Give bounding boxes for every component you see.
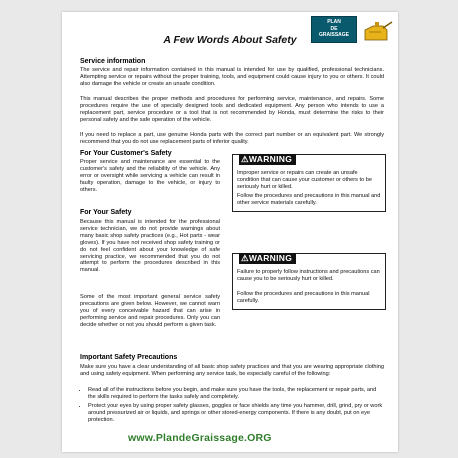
precautions-intro: Make sure you have a clear understanding of all basic shop safety practices and that you are wearing appropriate clothing and using safety equipment. When performing any service task, be especially careful of the following: [80, 364, 384, 377]
logo-line-1: PLAN [327, 19, 341, 25]
logo-line-3: GRAISSAGE [318, 32, 349, 38]
service-info-heading: Service information [80, 58, 146, 65]
your-safety-heading: For Your Safety [80, 209, 132, 216]
warning-label-text: WARNING [248, 253, 293, 263]
warning-text-1: Failure to properly follow instructions and precautions can cause you to be seriously hurt or killed. [237, 269, 380, 282]
watermark-text: www.PlandeGraissage.ORG [128, 432, 272, 444]
warning-text-1: Improper service or repairs can create an unsafe condition that can cause your customer or others to be seriously hurt or killed. [237, 170, 372, 190]
logo-line-2: DE [330, 25, 338, 32]
list-item: • Read all of the instructions before you begin, and make sure you have the tools, the replacement or repair parts, and the skills required to perform the tasks safely and completely. [88, 387, 384, 401]
warning-label [239, 154, 296, 165]
your-safety-paragraph-2: Some of the most important general service safety precautions are given below. However, we cannot warn you of every conceivable hazard that can arise in performing service and repair procedures. Only you can decide whether or not you should perform a given task. [80, 294, 220, 328]
warning-label-text: WARNING [248, 154, 293, 164]
page-title: A Few Words About Safety [163, 34, 297, 46]
precautions-list [80, 387, 384, 426]
warning-label [239, 253, 296, 264]
service-info-paragraph-3: If you need to replace a part, use genuine Honda parts with the correct part number or an equivalent part. We strongly recommend that you do not use replacement parts of inferior quality. [80, 132, 384, 145]
warning-box-technician [232, 253, 386, 310]
your-safety-paragraph-1: Because this manual is intended for the professional service technician, we do not provide warnings about many basic shop safety practices (e.g., Hot parts - wear gloves). If you have not received shop safety training or do not feel confident about your knowledge of safe servicing practice, we recommended that you do not attempt to perform the procedures described in this manual. [80, 219, 220, 274]
precautions-heading: Important Safety Precautions [80, 354, 178, 361]
warning-triangle-icon: ⚠ [241, 253, 249, 263]
warning-text-2: Follow the procedures and precautions in this manual and other service materials carefully. [237, 193, 381, 206]
customer-safety-heading: For Your Customer's Safety [80, 150, 172, 157]
service-info-paragraph-2: This manual describes the proper methods and procedures for performing service, maintenance, and repairs. Some procedures require the use of specially designed tools and dedicated equipment. Any person who intends to use a replacement part, service procedure or a tool that is not recommended by Honda, must determine the risks to their personal safety and the safe operation of the vehicle. [80, 96, 384, 123]
warning-triangle-icon: ⚠ [241, 154, 249, 164]
warning-text-2: Follow the procedures and precautions in this manual carefully. [237, 291, 370, 304]
customer-safety-paragraph: Proper service and maintenance are essential to the customer's safety and the reliability of the vehicle. Any error or oversight while servicing a vehicle can result in faulty operation, damage to the vehicle, or injury to others. [80, 159, 220, 193]
list-item: • Protect your eyes by using proper safety glasses, goggles or face shields any time you hammer, drill, grind, pry or work around pressurized air or liquids, and springs or other stored-energy components. If there is any doubt, put on eye protection. [88, 403, 384, 424]
warning-box-customer [232, 154, 386, 212]
manual-page [62, 12, 398, 452]
service-info-paragraph-1: The service and repair information contained in this manual is intended for use by qualified, professional technicians. Attempting service or repairs without the proper training, tools, and equipment could cause injury to you or others. It could also damage the vehicle or create an unsafe condition. [80, 67, 384, 87]
